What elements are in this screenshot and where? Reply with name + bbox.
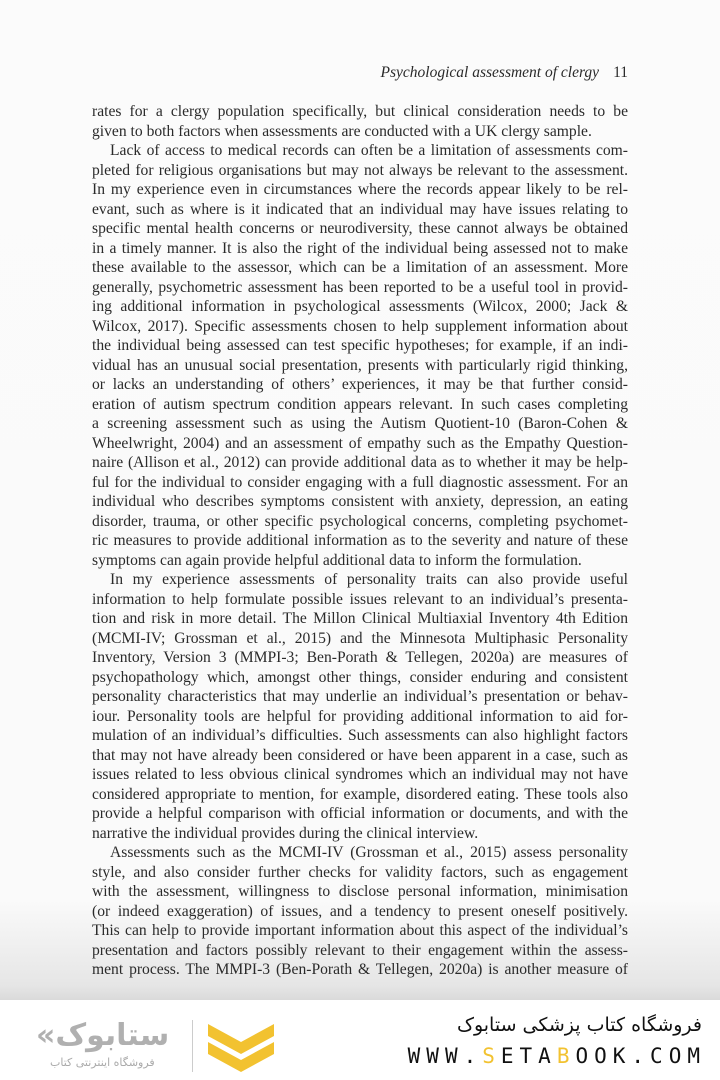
text-line: Wheelwright, 2004) and an assessment of empathy such as the Empathy Question- [92, 434, 628, 452]
paragraph [92, 843, 628, 980]
url-part: OOK.COM [575, 1044, 706, 1068]
text-line: Assessments such as the MCMI-IV (Grossman et al., 2015) assess personality [110, 844, 628, 861]
text-line: individual who describes symptoms consistent with anxiety, depression, an eating [92, 493, 628, 510]
text-line: Lack of access to medical records can often be a limitation of assessments com- [110, 142, 628, 159]
text-line: In my experience assessments of personality traits can also provide useful [110, 571, 628, 588]
paragraph [92, 141, 628, 570]
text-line: eration of autism spectrum condition appears relevant. In such cases completing [92, 395, 628, 413]
text-line: personality characteristics that may underlie an individual’s presentation or behav- [92, 688, 628, 705]
text-line: ment process. The MMPI-3 (Ben-Porath & Tellegen, 2020a) is another measure of [92, 961, 628, 978]
logo-wordmark: «ستابوک [36, 1018, 170, 1053]
text-line: specific mental health concerns or neurodiversity, these cannot always be obtained [92, 220, 628, 237]
url-part: ETA [500, 1044, 557, 1068]
url-part: WWW. [407, 1044, 483, 1068]
text-line: Wilcox, 2017). Specific assessments chosen to help supplement information about [92, 317, 628, 335]
text-line: Inventory, Version 3 (MMPI-3; Ben-Porath & Tellegen, 2020a) are measures of [92, 649, 628, 666]
text-line: symptoms can again provide helpful additional data to inform the formulation. [92, 551, 582, 569]
chevron-logo-icon [206, 1022, 276, 1074]
running-header [381, 64, 628, 82]
text-line: that may not have already been considered or have been apparent in a case, such as [92, 746, 628, 764]
text-line: in a timely manner. It is also the right of the individual being assessed not to make [92, 239, 628, 257]
text-line: naire (Allison et al., 2012) can provide additional data as to whether it may be help- [92, 454, 628, 471]
text-line: evant, such as where is it indicated that an individual may have issues relating to [92, 200, 628, 218]
text-line: presentation and factors possibly relevant to their engagement within the assess- [92, 941, 628, 959]
store-url [408, 1044, 706, 1068]
logo-divider [192, 1020, 193, 1072]
setabook-logo [36, 1018, 286, 1076]
body-text [92, 102, 628, 980]
text-line: or lacks an understanding of others’ experiences, it may be that further consid- [92, 376, 628, 393]
url-part: S [482, 1044, 501, 1068]
text-line: issues related to less obvious clinical syndromes which an individual may not have [92, 766, 628, 783]
text-line: This can help to provide important information about this aspect of the individual’s [92, 922, 628, 939]
page-number: 11 [613, 64, 628, 81]
logo-subtitle: فروشگاه اینترنتی کتاب [50, 1056, 155, 1069]
text-line: In my experience even in circumstances where the records appear likely to be rel- [92, 181, 628, 198]
paragraph [92, 102, 628, 141]
text-line: tion and risk in more detail. The Millon Clinical Multiaxial Inventory 4th Edition [92, 610, 628, 627]
text-line: a screening assessment such as using the Autism Quotient-10 (Baron-Cohen & [92, 415, 628, 432]
url-part: B [556, 1044, 576, 1068]
paragraph [92, 570, 628, 843]
text-line: (MCMI-IV; Grossman et al., 2015) and the Minnesota Multiphasic Personality [92, 629, 628, 647]
text-line: ric measures to provide additional information as to the severity and nature of these [92, 532, 628, 549]
text-line: ing additional information in psychological assessments (Wilcox, 2000; Jack & [92, 298, 628, 315]
running-title: Psychological assessment of clergy [380, 64, 600, 81]
text-line: the individual being assessed can test specific hypotheses; for example, if an indi- [92, 337, 628, 354]
text-line: mulation of an individual’s difficulties. Such assessments can also highlight factors [92, 727, 628, 744]
text-line: psychopathology which, amongst other things, consider enduring and consistent [92, 668, 628, 686]
text-line: generally, psychometric assessment has been reported to be a useful tool in provid- [92, 278, 628, 296]
text-line: provide a helpful comparison with official information or documents, and with the [92, 805, 628, 822]
text-line: pleted for religious organisations but may not always be relevant to the assessment. [92, 161, 628, 179]
watermark-footer [0, 1000, 720, 1080]
text-line: with the assessment, willingness to disclose personal information, minimisation [92, 883, 628, 900]
text-line: information to help formulate possible issues relevant to an individual’s presenta- [92, 590, 628, 608]
store-name: فروشگاه کتاب پزشکی ستابوک [456, 1014, 702, 1036]
text-line: disorder, trauma, or other specific psychological concerns, completing psychomet- [92, 512, 628, 530]
text-line: narrative the individual provides during the clinical interview. [92, 824, 479, 842]
text-line: these available to the assessor, which can be a limitation of an assessment. More [92, 259, 628, 276]
text-line: vidual has an unusual social presentation, presents with particularly rigid thinking, [92, 356, 628, 374]
text-line: style, and also consider further checks for validity factors, such as engagement [92, 863, 628, 881]
text-line: (or indeed exaggeration) of issues, and a tendency to present oneself positively. [92, 902, 628, 920]
text-line: rates for a clergy population specifically, but clinical consideration needs to be [92, 103, 628, 120]
text-line: ful for the individual to consider engaging with a full diagnostic assessment. For an [92, 473, 628, 491]
text-line: iour. Personality tools are helpful for providing additional information to aid for- [92, 707, 628, 725]
text-line: given to both factors when assessments are conducted with a UK clergy sample. [92, 122, 592, 140]
text-line: considered appropriate to mention, for example, disordered eating. These tools also [92, 785, 628, 803]
